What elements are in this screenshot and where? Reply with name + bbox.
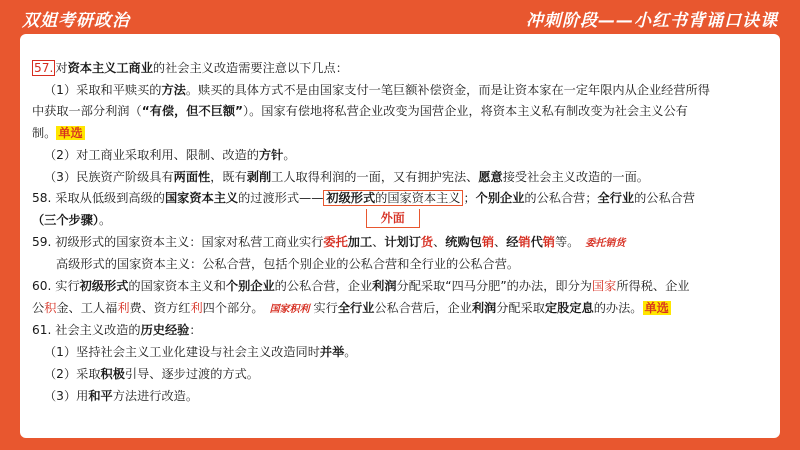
text: （1）坚持社会主义工业化建设与社会主义改造同时: [44, 345, 320, 360]
item-61-point-1: [32, 342, 772, 364]
keyword: “有偿，但不巨额”: [141, 104, 244, 119]
text: 方法进行改造。: [112, 388, 199, 403]
keyword: 和平: [88, 388, 113, 403]
keyword: 利润: [372, 279, 397, 294]
keyword: 利: [117, 300, 130, 315]
text: 59. 初级形式的国家资本主义：国家对私营工商业实行: [32, 234, 324, 249]
keyword: 个别企业: [475, 191, 525, 206]
keyword: 方针: [258, 147, 284, 162]
text: 的国家资本主义: [375, 191, 461, 206]
keyword: 方法: [161, 82, 186, 97]
keyword: 定股定息: [545, 300, 594, 315]
keyword: 销: [518, 234, 531, 249]
keyword: 代: [530, 234, 543, 249]
text: 分配采取: [496, 300, 545, 315]
text: （1）采取和平赎买的: [44, 82, 162, 97]
item-61: [32, 320, 772, 342]
keyword: 销: [481, 234, 495, 249]
text: 对: [55, 61, 68, 75]
text: 58. 采取从低级到高级的: [32, 191, 165, 206]
keyword: 资本主义工商业: [67, 61, 153, 75]
keyword: 积: [44, 300, 57, 315]
text: （2）采取: [44, 366, 101, 381]
text: 的国家资本主义和: [128, 279, 226, 294]
text: 实行: [313, 300, 338, 315]
keyword: 并举: [319, 345, 345, 360]
keyword: 加工: [347, 234, 373, 249]
item-57-point-1-end: [32, 123, 772, 145]
text: 的社会主义改造需要注意以下几点：: [152, 61, 348, 75]
text: 、: [494, 234, 507, 249]
item-57-point-1-cont: [32, 101, 772, 123]
text: 、: [433, 234, 446, 249]
text: ：: [189, 323, 202, 338]
item-60-cont: [32, 298, 772, 321]
text: 等。: [554, 234, 580, 249]
text: 、: [372, 234, 385, 249]
keyword: 货: [420, 234, 434, 249]
text: （3）民族资产阶级具有: [44, 169, 174, 184]
text: （2）对工商业采取利用、限制、改造的: [44, 147, 259, 162]
text: 高级形式的国家资本主义：公私合营，包括个别企业的公私合营和全行业的公私合营。: [56, 257, 520, 272]
keyword: 全行业: [597, 191, 635, 206]
keyword: 销: [542, 234, 555, 249]
text: 的办法。: [593, 300, 643, 315]
item-58-cont: [32, 210, 772, 232]
handwritten-mnemonic: 委托销货: [585, 237, 626, 249]
text: 制。: [32, 126, 57, 141]
text: 四个部分。: [202, 300, 264, 315]
text: 60. 实行: [32, 279, 80, 294]
text: 分配采取“四马分肥”的办法，即分为: [396, 279, 592, 294]
keyword: （三个步骤）: [32, 212, 100, 227]
text: 接受社会主义改造的一面。: [502, 169, 649, 184]
keyword: 国家: [591, 279, 617, 294]
header-left-title: 双姐考研政治: [22, 11, 130, 31]
item-61-point-3: [32, 386, 772, 408]
item-59-cont: [32, 254, 772, 276]
text: 。: [99, 212, 112, 227]
item-60: [32, 276, 772, 298]
text: 金、工人福: [56, 300, 118, 315]
item-57-point-1: [32, 80, 772, 102]
text: 引导、逐步过渡的方式。: [124, 366, 259, 381]
handwritten-mnemonic: 国家积利: [269, 303, 310, 315]
text: 的过渡形式——: [238, 191, 324, 206]
item-57-heading: [32, 58, 772, 80]
content-card: [20, 34, 780, 438]
text: 的公私合营；: [524, 191, 598, 206]
text: ，既有: [210, 169, 247, 184]
text: 中获取一部分利润（: [32, 104, 142, 119]
text: 的公私合营，企业: [274, 279, 373, 294]
notes-body: [32, 58, 772, 407]
keyword: 愿意: [478, 169, 503, 184]
text: ）。国家有偿地将私营企业改变为国营企业，将资本主义私有制改变为社会主义公有: [243, 104, 688, 119]
text: 公私合营后，企业: [374, 300, 472, 315]
keyword: 委托: [323, 234, 348, 249]
item-57-point-3: [32, 167, 772, 189]
keyword: 利润: [471, 300, 497, 315]
text: ；: [463, 191, 476, 206]
single-choice-tag: 单选: [58, 126, 83, 141]
item-61-point-2: [32, 364, 772, 386]
keyword: 历史经验: [140, 323, 190, 338]
text: 费、资方红: [129, 300, 191, 315]
keyword: 统购包: [445, 234, 482, 249]
keyword: 经: [506, 234, 519, 249]
keyword: 个别企业: [225, 279, 275, 294]
text: 。赎买的具体方式不是由国家支付一笔巨额补偿资金，而是让资本家在一定年限内从企业经营所得: [185, 82, 710, 97]
header-right-title: 冲刺阶段——小红书背诵口诀课: [526, 11, 778, 31]
item-59: [32, 232, 772, 255]
boxed-annotation: [323, 190, 463, 226]
keyword: 初级形式: [79, 279, 129, 294]
text: 公: [32, 300, 45, 315]
keyword: 积极: [100, 366, 125, 381]
item-57-point-2: [32, 145, 772, 167]
text: 的公私合营: [634, 191, 696, 206]
text: 所得税、企业: [616, 279, 690, 294]
single-choice-tag: 单选: [644, 300, 669, 315]
text: 61. 社会主义改造的: [32, 323, 141, 338]
text: 。: [344, 345, 357, 360]
keyword: 两面性: [173, 169, 211, 184]
text: 。: [283, 147, 296, 162]
keyword: 利: [190, 300, 203, 315]
keyword: 初级形式: [326, 191, 376, 206]
item-number-57: 57.: [34, 61, 54, 75]
text: 工人取得利润的一面，又有拥护宪法、: [271, 169, 479, 184]
keyword: 剥削: [246, 169, 272, 184]
keyword: 国家资本主义: [164, 191, 239, 206]
keyword: 全行业: [337, 300, 375, 315]
text: （3）用: [44, 388, 89, 403]
annotation-note: 外面: [366, 209, 420, 228]
keyword: 计划订: [384, 234, 421, 249]
